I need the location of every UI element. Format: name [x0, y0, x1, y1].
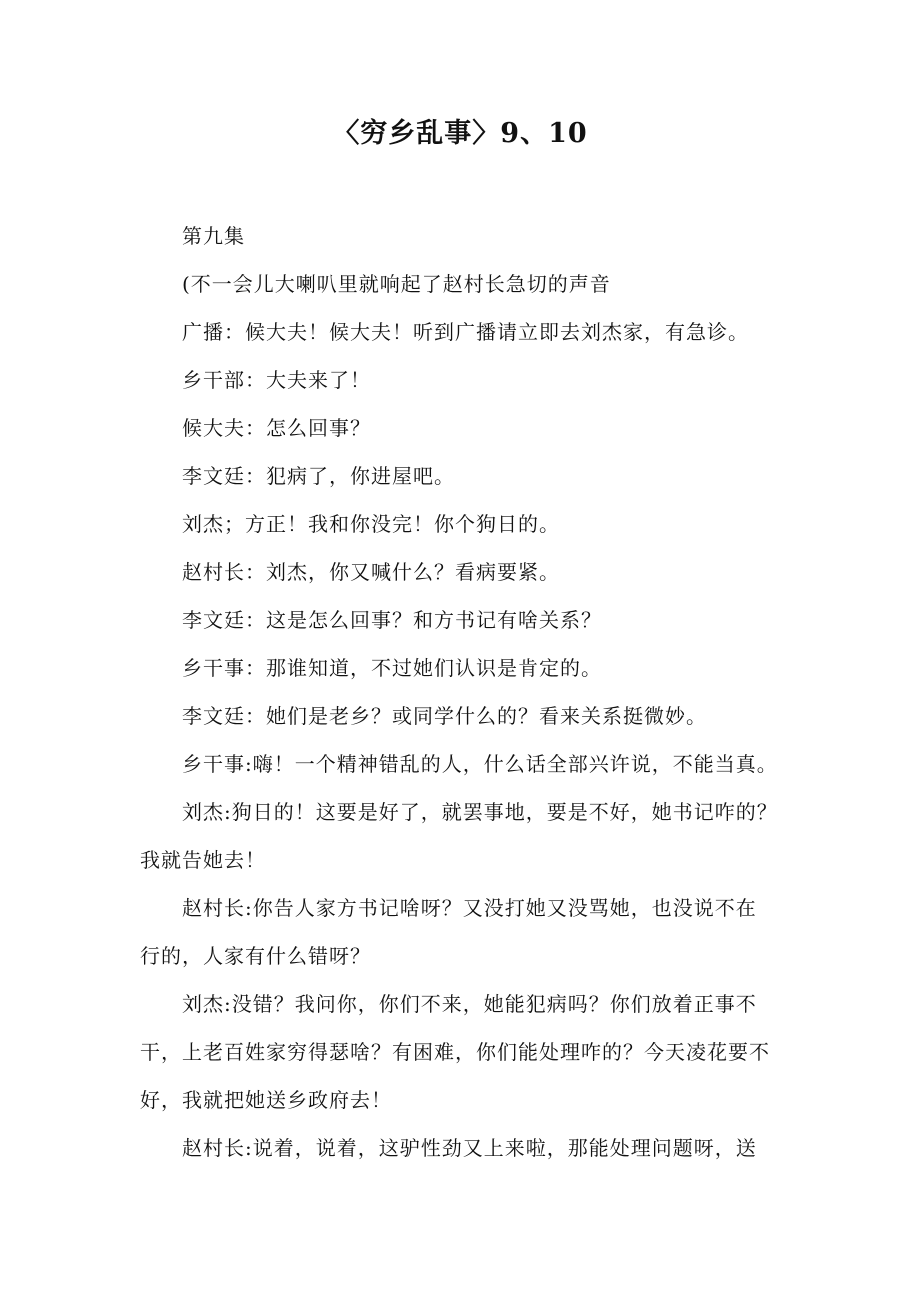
paragraph-line: 刘杰；方正！我和你没完！你个狗日的。 — [182, 512, 560, 536]
document-title: 〈穷乡乱事〉9、10 — [332, 118, 588, 149]
paragraph-line: 赵村长:说着，说着，这驴性劲又上来啦，那能处理问题呀，送 — [182, 1136, 757, 1160]
paragraph-line: 好，我就把她送乡政府去！ — [140, 1088, 392, 1112]
paragraph-line: 第九集 — [182, 224, 245, 248]
document-body — [140, 212, 780, 1172]
paragraph — [140, 500, 780, 548]
paragraph-line: 赵村长:你告人家方书记啥呀？又没打她又没骂她，也没说不在 — [182, 896, 757, 920]
paragraph — [140, 1124, 780, 1172]
paragraph — [140, 692, 780, 740]
paragraph-line: 李文廷：这是怎么回事？和方书记有啥关系？ — [182, 608, 602, 632]
paragraph-line: 刘杰:狗日的！这要是好了，就罢事地，要是不好，她书记咋的？ — [182, 800, 778, 824]
paragraph — [140, 404, 780, 452]
paragraph — [140, 260, 780, 308]
paragraph — [140, 980, 780, 1124]
paragraph — [140, 644, 780, 692]
paragraph-line: 赵村长：刘杰，你又喊什么？看病要紧。 — [182, 560, 560, 584]
paragraph-line: (不一会儿大喇叭里就响起了赵村长急切的声音 — [182, 272, 611, 296]
paragraph-line: 候大夫：怎么回事？ — [182, 416, 371, 440]
paragraph — [140, 548, 780, 596]
paragraph-line: 广播：候大夫！候大夫！听到广播请立即去刘杰家，有急诊。 — [182, 320, 749, 344]
paragraph-line: 乡干事：那谁知道，不过她们认识是肯定的。 — [182, 656, 602, 680]
paragraph — [140, 596, 780, 644]
paragraph-episode-heading — [140, 212, 780, 260]
paragraph — [140, 788, 780, 884]
paragraph-line: 行的，人家有什么错呀？ — [140, 944, 371, 968]
paragraph — [140, 740, 780, 788]
paragraph-line: 我就告她去！ — [140, 848, 266, 872]
paragraph-line: 干，上老百姓家穷得瑟啥？有困难，你们能处理咋的？今天凌花要不 — [140, 1040, 770, 1064]
paragraph-line: 李文廷：犯病了，你进屋吧。 — [182, 464, 455, 488]
paragraph-line: 乡干事:嗨！一个精神错乱的人，什么话全部兴许说，不能当真。 — [182, 752, 778, 776]
paragraph-line: 刘杰:没错？我问你，你们不来，她能犯病吗？你们放着正事不 — [182, 992, 757, 1016]
paragraph — [140, 452, 780, 500]
paragraph-line: 李文廷：她们是老乡？或同学什么的？看来关系挺微妙。 — [182, 704, 707, 728]
paragraph — [140, 308, 780, 356]
paragraph — [140, 356, 780, 404]
paragraph-line: 乡干部：大夫来了！ — [182, 368, 371, 392]
paragraph — [140, 884, 780, 980]
